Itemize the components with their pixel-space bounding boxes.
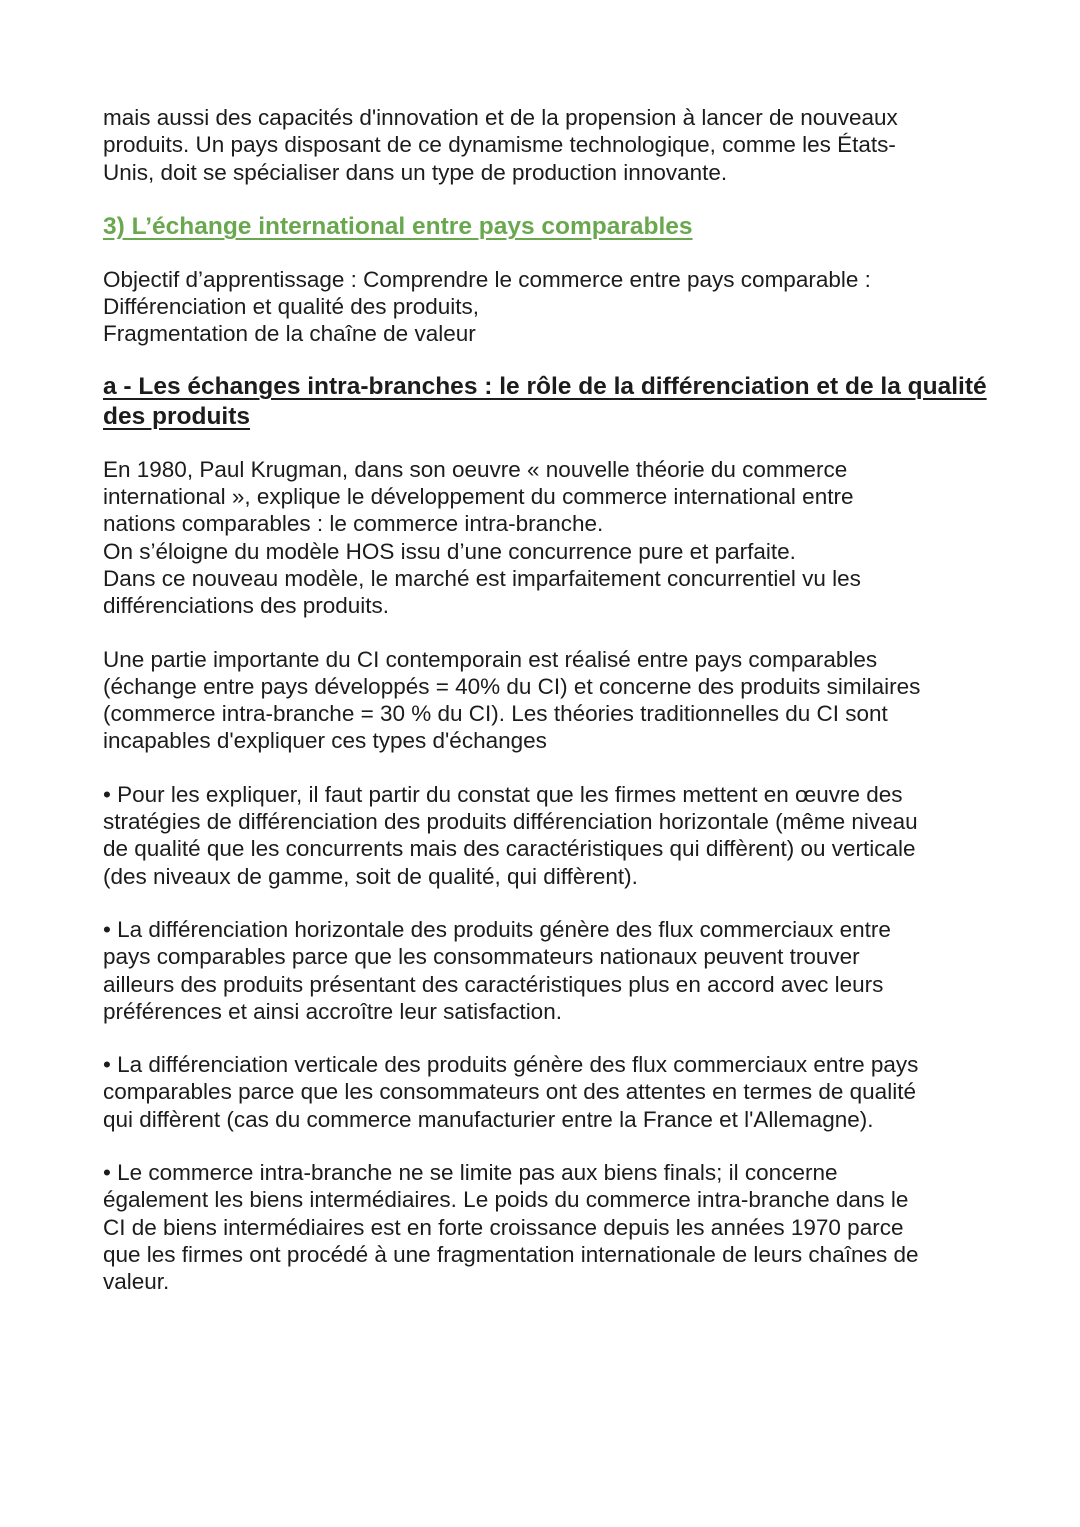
- text-line: CI de biens intermédiaires est en forte croissance depuis les années 1970 parce: [103, 1214, 904, 1240]
- text-line: (échange entre pays développés = 40% du CI) et concerne des produits similaires: [103, 673, 921, 699]
- document-page: [103, 104, 987, 1296]
- text-line: produits. Un pays disposant de ce dynamisme technologique, comme les États-: [103, 132, 896, 158]
- text-line: On s’éloigne du modèle HOS issu d’une concurrence pure et parfaite.: [103, 538, 796, 564]
- text-line: ailleurs des produits présentant des caractéristiques plus en accord avec leurs: [103, 971, 884, 997]
- bullet-paragraph-intermediate-goods: [103, 1159, 983, 1295]
- text-line: également les biens intermédiaires. Le poids du commerce intra-branche dans le: [103, 1187, 909, 1213]
- bullet-paragraph-strategies: [103, 781, 983, 890]
- section-3-title: 3) L’échange international entre pays comparables: [103, 212, 693, 240]
- text-line: différenciations des produits.: [103, 593, 390, 619]
- text-line: stratégies de différenciation des produits différenciation horizontale (même niveau: [103, 809, 918, 835]
- title-line: des produits: [103, 402, 251, 430]
- subsection-a-title: [103, 372, 987, 432]
- text-line: En 1980, Paul Krugman, dans son oeuvre « nouvelle théorie du commerce: [103, 456, 848, 482]
- text-line: • Pour les expliquer, il faut partir du constat que les firmes mettent en œuvre des: [103, 781, 903, 807]
- learning-objective: [103, 266, 983, 348]
- text-line: comparables parce que les consommateurs ont des attentes en termes de qualité: [103, 1079, 916, 1105]
- text-line: Une partie importante du CI contemporain est réalisé entre pays comparables: [103, 646, 878, 672]
- intro-paragraph: [103, 104, 983, 186]
- text-line: qui diffèrent (cas du commerce manufacturier entre la France et l'Allemagne).: [103, 1106, 874, 1132]
- text-line: Objectif d’apprentissage : Comprendre le commerce entre pays comparable :: [103, 266, 871, 292]
- krugman-paragraph: [103, 456, 983, 620]
- title-line: a - Les échanges intra-branches : le rôle de la différenciation et de la qualité: [103, 372, 987, 400]
- text-line: • La différenciation verticale des produits génère des flux commerciaux entre pays: [103, 1052, 919, 1078]
- text-line: incapables d'expliquer ces types d'échanges: [103, 728, 547, 754]
- text-line: nations comparables : le commerce intra-branche.: [103, 511, 604, 537]
- text-line: pays comparables parce que les consommateurs nationaux peuvent trouver: [103, 944, 860, 970]
- bullet-paragraph-horizontal: [103, 916, 983, 1025]
- text-line: (commerce intra-branche = 30 % du CI). Les théories traditionnelles du CI sont: [103, 701, 888, 727]
- text-line: • Le commerce intra-branche ne se limite pas aux biens finals; il concerne: [103, 1160, 838, 1186]
- text-line: • La différenciation horizontale des produits génère des flux commerciaux entre: [103, 916, 891, 942]
- text-line: que les firmes ont procédé à une fragmentation internationale de leurs chaînes de: [103, 1241, 919, 1267]
- text-line: Fragmentation de la chaîne de valeur: [103, 321, 476, 347]
- text-line: valeur.: [103, 1269, 170, 1295]
- text-line: Différenciation et qualité des produits,: [103, 294, 480, 320]
- bullet-paragraph-vertical: [103, 1051, 983, 1133]
- text-line: Unis, doit se spécialiser dans un type de production innovante.: [103, 159, 728, 185]
- text-line: mais aussi des capacités d'innovation et de la propension à lancer de nouveaux: [103, 105, 898, 130]
- text-line: Dans ce nouveau modèle, le marché est imparfaitement concurrentiel vu les: [103, 565, 861, 591]
- ci-paragraph: [103, 646, 983, 755]
- text-line: international », explique le développement du commerce international entre: [103, 484, 854, 510]
- text-line: préférences et ainsi accroître leur satisfaction.: [103, 998, 562, 1024]
- text-line: de qualité que les concurrents mais des caractéristiques qui diffèrent) ou verticale: [103, 836, 916, 862]
- text-line: (des niveaux de gamme, soit de qualité, qui diffèrent).: [103, 863, 638, 889]
